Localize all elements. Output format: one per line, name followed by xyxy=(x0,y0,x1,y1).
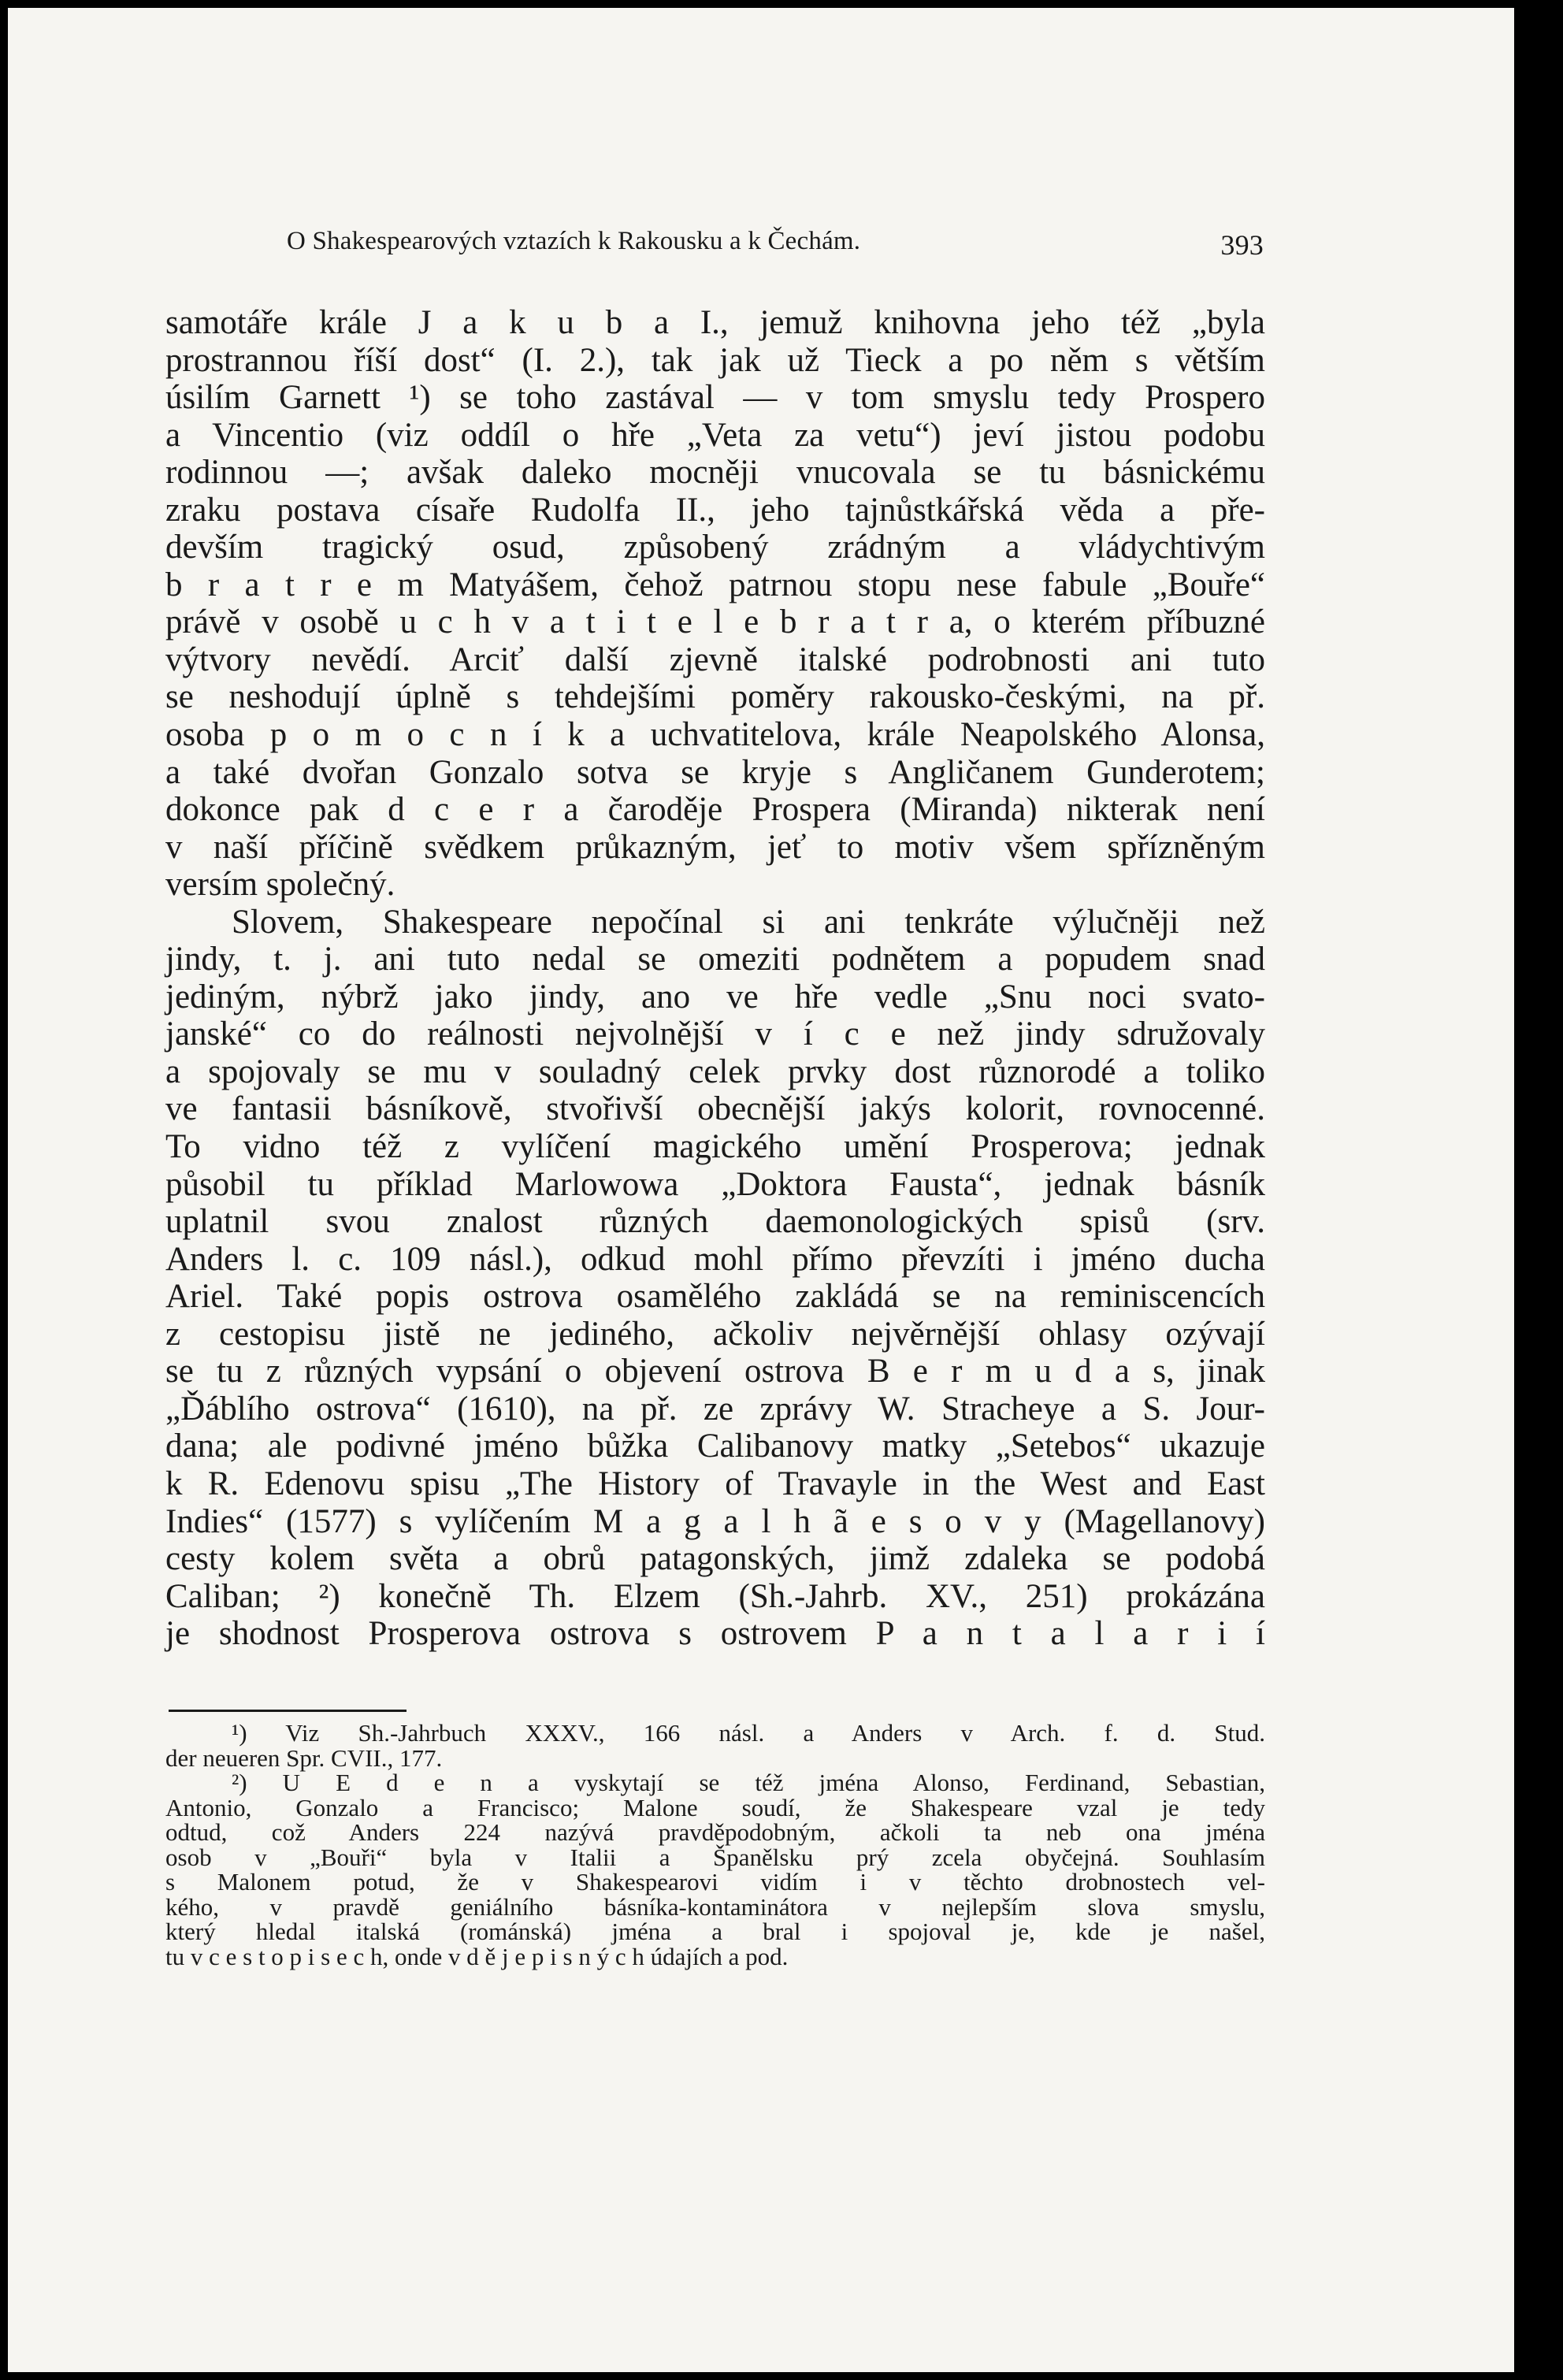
text-line: jindy, t. j. ani tuto nedal se omeziti podnětem a popudem snad xyxy=(165,941,1265,978)
footnote-separator xyxy=(169,1710,407,1712)
running-header xyxy=(287,227,1264,269)
footnote-line: ¹) Viz Sh.-Jahrbuch XXXV., 166 násl. a Anders v Arch. f. d. Stud. xyxy=(232,1719,1265,1747)
text-line: působil tu příklad Marlowowa „Doktora Fausta“, jednak básník xyxy=(165,1165,1265,1203)
footnote-line: s Malonem potud, že v Shakespearovi vidím i v těchto drobnostech vel- xyxy=(165,1868,1265,1896)
text-line: Indies“ (1577) s vylíčením M a g a l h ã e s o v y (Magellanovy) xyxy=(165,1502,1265,1540)
text-line: Anders l. c. 109 násl.), odkud mohl přímo převzíti i jméno ducha xyxy=(165,1240,1265,1278)
text-line: zraku postava císaře Rudolfa II., jeho tajnůstkářská věda a pře- xyxy=(165,491,1265,529)
text-line: k R. Edenovu spisu „The History of Travayle in the West and East xyxy=(165,1465,1265,1502)
footnote-line: Antonio, Gonzalo a Francisco; Malone soudí, že Shakespeare vzal je tedy xyxy=(165,1793,1265,1821)
footnotes xyxy=(165,1721,1265,1969)
footnote-line: který hledal italská (románská) jména a bral i spojoval je, kde je našel, xyxy=(165,1918,1265,1946)
text-line: cesty kolem světa a obrů patagonských, jimž zdaleka se podobá xyxy=(165,1540,1265,1578)
text-line: a také dvořan Gonzalo sotva se kryje s Angličanem Gunderotem; xyxy=(165,753,1265,791)
footnote-line: tu v c e s t o p i s e c h, onde v d ě j e p i s n ý c h údajích a pod. xyxy=(165,1942,789,1970)
text-line: versím společný. xyxy=(165,866,395,904)
text-line: právě v osobě u c h v a t i t e l e b r a t r a, o kterém příbuzné xyxy=(165,603,1265,641)
footnote-line: ²) U E d e n a vyskytají se též jména Alonso, Ferdinand, Sebastian, xyxy=(232,1769,1265,1797)
text-line: úsilím Garnett ¹) se toho zastával — v tom smyslu tedy Prospero xyxy=(165,379,1265,417)
text-line: To vidno též z vylíčení magického umění Prosperova; jednak xyxy=(165,1128,1265,1166)
page-number: 393 xyxy=(1220,229,1264,261)
text-line: rodinnou —; avšak daleko mocněji vnucovala se tu básnickému xyxy=(165,454,1265,492)
text-line: devším tragický osud, způsobený zrádným a vládychtivým xyxy=(165,529,1265,566)
text-line: samotáře krále J a k u b a I., jemuž knihovna jeho též „byla xyxy=(165,304,1265,341)
footnote-line: der neueren Spr. CVII., 177. xyxy=(165,1743,443,1772)
text-line: se tu z různých vypsání o objevení ostrova B e r m u d a s, jinak xyxy=(165,1353,1265,1390)
footnote-line: osob v „Bouři“ byla v Italii a Španělsku prý zcela obyčejná. Souhlasím xyxy=(165,1843,1265,1871)
text-line: z cestopisu jistě ne jediného, ačkoliv nejvěrnější ohlasy ozývají xyxy=(165,1315,1265,1353)
book-page xyxy=(8,8,1514,2372)
text-line: je shodnost Prosperova ostrova s ostrovem P a n t a l a r i í xyxy=(165,1615,1265,1653)
text-line: Caliban; ²) konečně Th. Elzem (Sh.-Jahrb. XV., 251) prokázána xyxy=(165,1577,1265,1615)
text-line: a spojovaly se mu v souladný celek prvky dost různorodé a toliko xyxy=(165,1053,1265,1090)
text-line: a Vincentio (viz oddíl o hře „Veta za vetu“) jeví jistou podobu xyxy=(165,416,1265,454)
text-line: „Ďáblího ostrova“ (1610), na př. ze zprávy W. Stracheye a S. Jour- xyxy=(165,1390,1265,1428)
text-line: v naší příčině svědkem průkazným, jeť to motiv všem spřízněným xyxy=(165,828,1265,866)
text-line: ve fantasii básníkově, stvořivší obecnější jakýs kolorit, rovnocenné. xyxy=(165,1090,1265,1128)
running-title: O Shakespearových vztazích k Rakousku a k Čechám. xyxy=(287,227,861,255)
body-text xyxy=(165,304,1265,1653)
text-line: Ariel. Také popis ostrova osamělého zakládá se na reminiscencích xyxy=(165,1278,1265,1316)
footnote-line: kého, v pravdě geniálního básníka-kontaminátora v nejlepším slova smyslu, xyxy=(165,1892,1265,1921)
text-line: prostrannou říší dost“ (I. 2.), tak jak už Tieck a po něm s větším xyxy=(165,341,1265,379)
text-line: jediným, nýbrž jako jindy, ano ve hře vedle „Snu noci svato- xyxy=(165,978,1265,1015)
text-line: b r a t r e m Matyášem, čehož patrnou stopu nese fabule „Bouře“ xyxy=(165,566,1265,603)
text-line: osoba p o m o c n í k a uchvatitelova, krále Neapolského Alonsa, xyxy=(165,716,1265,754)
text-line: dana; ale podivné jméno bůžka Calibanovy matky „Setebos“ ukazuje xyxy=(165,1428,1265,1465)
text-line: Slovem, Shakespeare nepočínal si ani tenkráte výlučněji než xyxy=(232,903,1265,941)
text-line: se neshodují úplně s tehdejšími poměry rakousko-českými, na př. xyxy=(165,678,1265,716)
text-line: výtvory nevědí. Arciť další zjevně italské podrobnosti ani tuto xyxy=(165,640,1265,678)
text-line: uplatnil svou znalost různých daemonologických spisů (srv. xyxy=(165,1203,1265,1241)
text-line: dokonce pak d c e r a čaroděje Prospera (Miranda) nikterak není xyxy=(165,791,1265,829)
footnote-line: odtud, což Anders 224 nazývá pravděpodobným, ačkoli ta neb ona jména xyxy=(165,1818,1265,1847)
text-line: janské“ co do reálnosti nejvolnější v í c e než jindy sdružovaly xyxy=(165,1015,1265,1053)
